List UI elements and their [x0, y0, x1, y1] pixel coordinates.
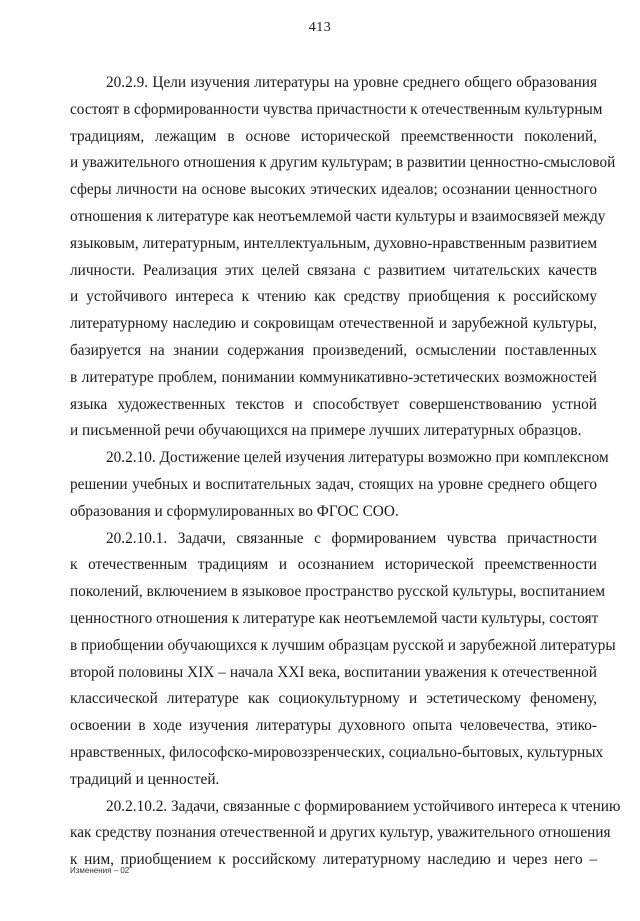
text-line: 20.2.9. Цели изучения литературы на уровне среднего общего образования	[106, 74, 597, 91]
text-line: и уважительного отношения к другим культурам; в развитии ценностно-смысловой	[70, 154, 616, 172]
text-line: языковым, литературным, интеллектуальным, духовно-нравственным развитием	[70, 234, 597, 252]
text-line: состоят в сформированности чувства причастности к отечественным культурным	[70, 100, 603, 118]
text-line: к отечественным традициям и осознанием исторической преемственности	[70, 556, 597, 574]
text-line: как средству познания отечественной и других культур, уважительного отношения	[70, 824, 611, 842]
document-body	[70, 70, 621, 874]
text-line: сферы личности на основе высоких этических идеалов; осознании ценностного	[70, 181, 597, 199]
revision-footer: Изменения – 02	[70, 866, 130, 875]
text-line: 20.2.10.2. Задачи, связанные с формированием устойчивого интереса к чтению	[106, 797, 621, 815]
text-line: базируется на знании содержания произведений, осмыслении поставленных	[70, 341, 597, 359]
text-line: 20.2.10. Достижение целей изучения литературы возможно при комплексном	[106, 449, 609, 467]
text-line: 20.2.10.1. Задачи, связанные с формированием чувства причастности	[106, 529, 597, 547]
text-line: образования и сформулированных во ФГОС СОО.	[70, 502, 399, 520]
text-line: нравственных, философско-мировоззренческих, социально-бытовых, культурных	[70, 743, 604, 761]
text-line: поколений, включением в языковое пространство русской культуры, воспитанием	[70, 583, 606, 601]
text-line: второй половины XIX – начала XXI века, воспитании уважения к отечественной	[70, 663, 597, 681]
paragraph-tasks-traditions	[70, 526, 616, 794]
text-line: традициям, лежащим в основе исторической преемственности поколений,	[70, 127, 597, 145]
text-line: в литературе проблем, понимании коммуникативно-эстетических возможностей	[70, 368, 597, 386]
text-line: и устойчивого интереса к чтению как средству приобщения к российскому	[70, 288, 597, 306]
page-number: 413	[308, 20, 332, 35]
text-line: решении учебных и воспитательных задач, стоящих на уровне среднего общего	[70, 475, 597, 493]
text-line: освоении в ходе изучения литературы духовного опыта человечества, этико-	[70, 717, 597, 735]
text-line: личности. Реализация этих целей связана с развитием читательских качеств	[70, 261, 597, 279]
text-line: традиций и ценностей.	[70, 770, 220, 788]
paragraph-achievement	[70, 445, 609, 525]
text-line: к ним, приобщением к российскому литературному наследию и через него –	[70, 851, 597, 869]
paragraph-tasks-reading	[70, 794, 621, 874]
text-line: и письменной речи обучающихся на примере лучших литературных образцов.	[70, 422, 582, 440]
text-line: литературному наследию и сокровищам отечественной и зарубежной культуры,	[70, 315, 597, 333]
text-line: языка художественных текстов и способствует совершенствованию устной	[70, 395, 597, 413]
text-line: отношения к литературе как неотъемлемой части культуры и взаимосвязей между	[70, 207, 606, 225]
paragraph-goals	[70, 70, 616, 445]
text-line: классической литературе как социокультурному и эстетическому феномену,	[70, 690, 597, 708]
text-line: ценностного отношения к литературе как неотъемлемой части культуры, состоят	[70, 609, 599, 627]
text-line: в приобщении обучающихся к лучшим образцам русской и зарубежной литературы	[70, 636, 616, 654]
